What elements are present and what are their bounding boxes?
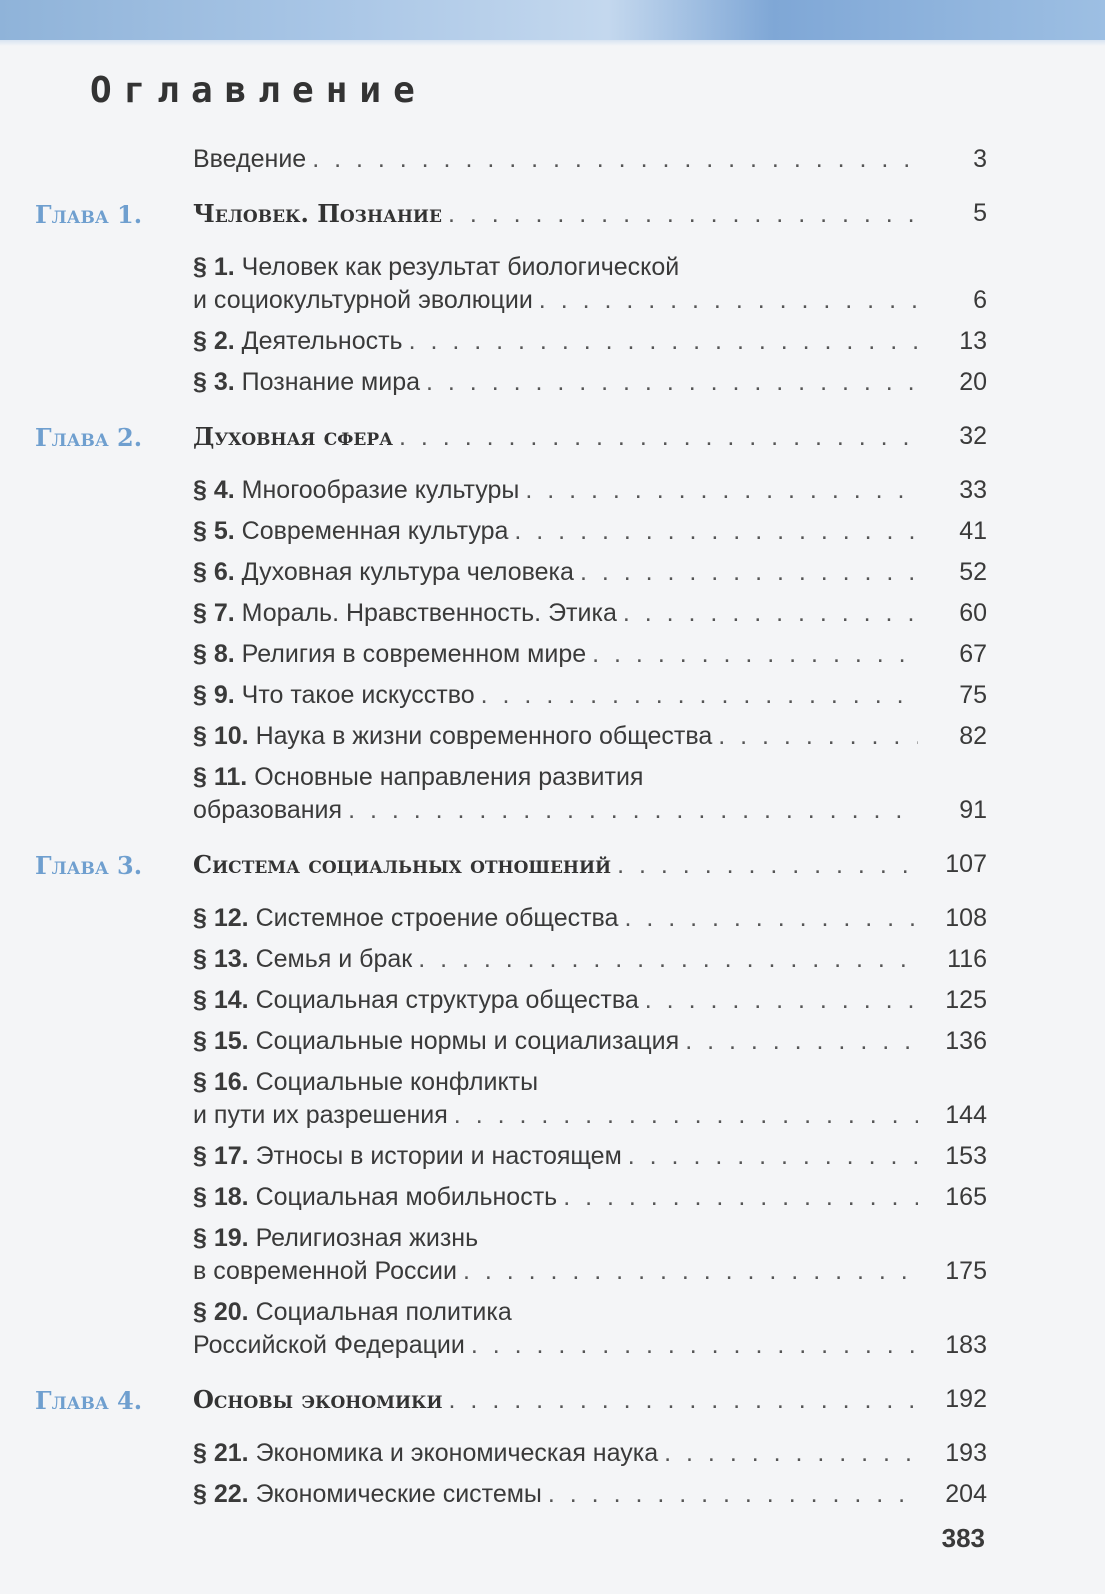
entry-title: Социальная политика bbox=[255, 1298, 512, 1326]
leader-dots bbox=[592, 638, 918, 671]
toc-entry-line bbox=[193, 679, 918, 712]
toc-entry-line bbox=[193, 794, 918, 827]
toc-entry-line bbox=[193, 366, 918, 399]
toc-entry-line bbox=[193, 515, 918, 548]
toc-entry-line bbox=[193, 1140, 918, 1173]
entry-title: Духовная культура человека bbox=[241, 558, 574, 586]
toc-entry-line bbox=[193, 325, 918, 358]
entry-title: Социальные конфликты bbox=[255, 1068, 539, 1096]
toc-entry-line bbox=[193, 597, 918, 630]
section-number: § 8. bbox=[193, 640, 235, 668]
page-ref: 60 bbox=[959, 599, 987, 627]
chapter-label: Глава 3. bbox=[35, 851, 143, 880]
toc-entry-line bbox=[193, 1222, 918, 1255]
page-ref: 20 bbox=[959, 368, 987, 396]
section-number: § 3. bbox=[193, 368, 235, 396]
leader-dots bbox=[580, 556, 918, 589]
entry-title: Мораль. Нравственность. Этика bbox=[241, 599, 617, 627]
page-ref: 144 bbox=[945, 1101, 987, 1129]
section-number: § 21. bbox=[193, 1439, 249, 1467]
entry-title: Деятельность bbox=[241, 327, 403, 355]
page-ref: 52 bbox=[959, 558, 987, 586]
toc-entry-line bbox=[193, 197, 918, 231]
entry-title: Экономика и экономическая наука bbox=[255, 1439, 659, 1467]
toc-entry-line bbox=[193, 251, 918, 284]
leader-dots bbox=[454, 1099, 918, 1132]
toc-entry-line bbox=[193, 761, 918, 794]
leader-dots bbox=[348, 794, 918, 827]
section-number: § 1. bbox=[193, 253, 235, 281]
section-number: § 13. bbox=[193, 945, 249, 973]
entry-title: Современная культура bbox=[241, 517, 509, 545]
section-number: § 16. bbox=[193, 1068, 249, 1096]
page-ref: 165 bbox=[945, 1183, 987, 1211]
entry-title: Человек как результат биологической bbox=[241, 253, 680, 281]
entry-title: Религия в современном мире bbox=[241, 640, 587, 668]
leader-dots bbox=[623, 597, 918, 630]
page-ref: 5 bbox=[973, 199, 987, 227]
toc-entry-line bbox=[193, 720, 918, 753]
page-ref: 192 bbox=[945, 1385, 987, 1413]
section-number: § 14. bbox=[193, 986, 249, 1014]
entry-title: в современной России bbox=[193, 1257, 457, 1285]
leader-dots bbox=[664, 1437, 918, 1470]
toc-entry-line bbox=[193, 1478, 918, 1511]
toc-entry-line bbox=[193, 556, 918, 589]
leader-dots bbox=[448, 198, 918, 231]
leader-dots bbox=[548, 1478, 918, 1511]
toc-entry-line bbox=[193, 143, 918, 176]
entry-title: Социальная структура общества bbox=[255, 986, 639, 1014]
toc-entry-line bbox=[193, 284, 918, 317]
section-number: § 4. bbox=[193, 476, 235, 504]
toc-entry-line bbox=[193, 1383, 918, 1417]
leader-dots bbox=[563, 1181, 918, 1214]
page-ref: 67 bbox=[959, 640, 987, 668]
chapter-title: Система социальных отношений bbox=[193, 850, 612, 879]
leader-dots bbox=[514, 515, 918, 548]
page-ref: 136 bbox=[945, 1027, 987, 1055]
toc-entry-line bbox=[193, 902, 918, 935]
page-ref: 41 bbox=[959, 517, 987, 545]
page-ref: 204 bbox=[945, 1480, 987, 1508]
leader-dots bbox=[645, 984, 918, 1017]
entry-title: Основные направления развития bbox=[254, 763, 644, 791]
toc-entry-line bbox=[193, 638, 918, 671]
page-ref: 153 bbox=[945, 1142, 987, 1170]
page-title: Оглавление bbox=[90, 70, 427, 111]
entry-title: Экономические системы bbox=[255, 1480, 542, 1508]
leader-dots bbox=[481, 679, 918, 712]
page-ref: 13 bbox=[959, 327, 987, 355]
leader-dots bbox=[409, 325, 918, 358]
entry-title: Наука в жизни современного общества bbox=[255, 722, 713, 750]
page-ref: 116 bbox=[947, 945, 987, 973]
section-number: § 11. bbox=[193, 763, 248, 791]
leader-dots bbox=[463, 1255, 918, 1288]
leader-dots bbox=[624, 902, 918, 935]
leader-dots bbox=[471, 1329, 918, 1362]
toc-entry-line bbox=[193, 984, 918, 1017]
leader-dots bbox=[539, 284, 918, 317]
page-ref: 91 bbox=[959, 796, 987, 824]
leader-dots bbox=[718, 720, 918, 753]
section-number: § 17. bbox=[193, 1142, 249, 1170]
entry-title: Российской Федерации bbox=[193, 1331, 465, 1359]
leader-dots bbox=[418, 943, 918, 976]
page-ref: 3 bbox=[973, 145, 987, 173]
page-ref: 75 bbox=[959, 681, 987, 709]
chapter-title: Человек. Познание bbox=[193, 199, 442, 228]
section-number: § 6. bbox=[193, 558, 235, 586]
entry-title: Социальные нормы и социализация bbox=[255, 1027, 680, 1055]
entry-title: Что такое искусство bbox=[241, 681, 475, 709]
chapter-label: Глава 4. bbox=[35, 1386, 143, 1415]
toc-entry-line bbox=[193, 848, 918, 882]
toc-entry-line bbox=[193, 474, 918, 507]
chapter-label: Глава 2. bbox=[35, 423, 143, 452]
leader-dots bbox=[628, 1140, 918, 1173]
entry-title: Социальная мобильность bbox=[255, 1183, 558, 1211]
section-number: § 19. bbox=[193, 1224, 249, 1252]
toc-entry-line bbox=[193, 1025, 918, 1058]
leader-dots bbox=[449, 1384, 918, 1417]
leader-dots bbox=[685, 1025, 918, 1058]
leader-dots bbox=[617, 849, 918, 882]
leader-dots bbox=[525, 474, 918, 507]
page-ref: 33 bbox=[959, 476, 987, 504]
toc-entry-line bbox=[193, 1099, 918, 1132]
chapter-title: Духовная сфера bbox=[193, 422, 394, 451]
entry-title: Религиозная жизнь bbox=[255, 1224, 479, 1252]
section-number: § 9. bbox=[193, 681, 235, 709]
section-number: § 18. bbox=[193, 1183, 249, 1211]
section-number: § 20. bbox=[193, 1298, 249, 1326]
page-ref: 125 bbox=[945, 986, 987, 1014]
section-number: § 10. bbox=[193, 722, 249, 750]
page-ref: 82 bbox=[959, 722, 987, 750]
page-ref: 32 bbox=[959, 422, 987, 450]
page-ref: 175 bbox=[945, 1257, 987, 1285]
section-number: § 22. bbox=[193, 1480, 249, 1508]
toc-entry-line bbox=[193, 420, 918, 454]
section-number: § 7. bbox=[193, 599, 235, 627]
chapter-title: Основы экономики bbox=[193, 1385, 443, 1414]
section-number: § 2. bbox=[193, 327, 235, 355]
page-ref: 108 bbox=[945, 904, 987, 932]
toc-entry-line bbox=[193, 1255, 918, 1288]
leader-dots bbox=[312, 143, 918, 176]
page-ref: 183 bbox=[945, 1331, 987, 1359]
section-number: § 5. bbox=[193, 517, 235, 545]
section-number: § 12. bbox=[193, 904, 249, 932]
leader-dots bbox=[399, 421, 918, 454]
entry-title: и пути их разрешения bbox=[193, 1101, 448, 1129]
entry-title: Этносы в истории и настоящем bbox=[255, 1142, 622, 1170]
toc-entry-line bbox=[193, 1437, 918, 1470]
toc-entry-line bbox=[193, 1329, 918, 1362]
entry-title: образования bbox=[193, 796, 343, 824]
section-number: § 15. bbox=[193, 1027, 249, 1055]
entry-title: и социокультурной эволюции bbox=[193, 286, 533, 314]
page-number: 383 bbox=[941, 1523, 985, 1553]
entry-title: Семья и брак bbox=[255, 945, 413, 973]
entry-title: Многообразие культуры bbox=[241, 476, 520, 504]
page-ref: 107 bbox=[945, 850, 987, 878]
page-ref: 6 bbox=[973, 286, 987, 314]
entry-title: Введение bbox=[193, 145, 307, 173]
entry-title: Познание мира bbox=[241, 368, 421, 396]
entry-title: Системное строение общества bbox=[255, 904, 619, 932]
toc-entry-line bbox=[193, 1066, 918, 1099]
toc-entry-line bbox=[193, 1181, 918, 1214]
chapter-label: Глава 1. bbox=[35, 200, 143, 229]
leader-dots bbox=[426, 366, 918, 399]
toc-entry-line bbox=[193, 943, 918, 976]
page-ref: 193 bbox=[945, 1439, 987, 1467]
toc-entry-line bbox=[193, 1296, 918, 1329]
